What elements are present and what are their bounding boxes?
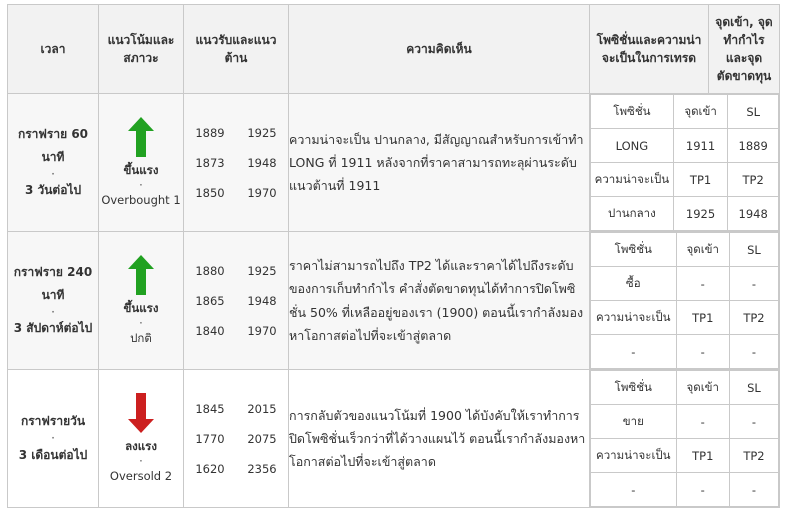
probability-header: ความน่าจะเป็น: [591, 439, 677, 473]
trend-label: ขึ้นแรง: [123, 301, 159, 316]
position-header: โพซิชั่น: [591, 371, 677, 405]
probability-value: -: [591, 335, 677, 369]
trade-detail-row: [591, 233, 779, 267]
trend-condition: Oversold 2: [109, 469, 173, 484]
entry-value: 1911: [673, 129, 728, 163]
header-row: [8, 5, 780, 94]
trade-details-table: [590, 370, 779, 507]
trade-detail-row: [591, 163, 779, 197]
tp1-value: -: [676, 335, 729, 369]
support-level: 1880: [195, 263, 225, 278]
levels-table: [184, 118, 288, 208]
arrow-up-icon: [128, 117, 154, 157]
resistance-level: 1925: [247, 263, 277, 278]
timeframe-line-2: 3 เดือนต่อไป: [18, 447, 88, 462]
timeframe-line-1: กราฟราย: [17, 126, 68, 141]
support-level: 1865: [195, 293, 225, 308]
column-header-time: เวลา: [8, 5, 99, 94]
trade-details-table: [590, 94, 779, 231]
position-header: โพซิชั่น: [591, 233, 677, 267]
resistance-level: 2356: [247, 461, 277, 476]
support-level: 1850: [195, 185, 225, 200]
probability-header: ความน่าจะเป็น: [591, 163, 674, 197]
position-value: ขาย: [591, 405, 677, 439]
levels-table: [184, 394, 288, 484]
tp2-value: -: [729, 473, 778, 507]
resistance-level: 1948: [247, 155, 277, 170]
separator-dot: ·: [139, 177, 143, 192]
trade-detail-row: [591, 439, 779, 473]
cell-trade-details: [590, 370, 780, 508]
separator-dot: ·: [139, 315, 143, 330]
entry-header: จุดเข้า: [676, 371, 729, 405]
probability-value: ปานกลาง: [591, 197, 674, 231]
arrow-up-icon: [128, 255, 154, 295]
separator-dot: ·: [139, 453, 143, 468]
levels-row: [184, 256, 288, 286]
cell-comment: ราคาไม่สามารถไปถึง TP2 ได้และราคาได้ไปถึงระดับของการเก็บทำกำไร คำสั่งตัดขาดทุนได้ทำการปิดโพซิชั่น 50% ที่เหลืออยู่ของเรา (1900) ตอนนี้เรากำลังมองหาโอกาสต่อไปที่จะเข้าสู่ตลาด: [289, 232, 590, 370]
sl-header: SL: [729, 233, 778, 267]
levels-row: [184, 178, 288, 208]
timeframe-line-1: กราฟรายวัน: [20, 414, 86, 429]
levels-table: [184, 256, 288, 346]
levels-row: [184, 424, 288, 454]
levels-row: [184, 316, 288, 346]
cell-comment: การกลับตัวของแนวโน้มที่ 1900 ได้บังคับให้เราทำการปิดโพซิชั่นเร็วกว่าที่ได้วางแผนไว้ ตอนนี้เรากำลังมองหาโอกาสต่อไปที่จะเข้าสู่ตลาด: [289, 370, 590, 508]
table-row: [8, 94, 780, 232]
levels-row: [184, 148, 288, 178]
resistance-level: 2075: [247, 431, 277, 446]
trade-detail-row: [591, 267, 779, 301]
table-row: [8, 370, 780, 508]
support-level: 1889: [195, 125, 225, 140]
timeframe-line-1: กราฟราย: [13, 264, 63, 279]
trade-detail-row: [591, 301, 779, 335]
trade-detail-row: [591, 371, 779, 405]
cell-timeframe: [8, 370, 99, 508]
trend-label: ลงแรง: [125, 439, 157, 454]
cell-timeframe: [8, 94, 99, 232]
column-header-support-resistance: แนวรับและแนวต้าน: [184, 5, 289, 94]
position-header: โพซิชั่น: [591, 95, 674, 129]
tp1-header: TP1: [676, 301, 729, 335]
resistance-level: 1925: [247, 125, 277, 140]
levels-row: [184, 286, 288, 316]
column-header-comment: ความคิดเห็น: [289, 5, 590, 94]
support-level: 1845: [195, 401, 225, 416]
tp1-value: -: [676, 473, 729, 507]
trade-detail-row: [591, 405, 779, 439]
trend-label: ขึ้นแรง: [123, 163, 159, 178]
table-header: [8, 5, 780, 94]
trade-detail-row: [591, 197, 779, 231]
tp1-header: TP1: [673, 163, 728, 197]
timeframe-line-2: 60 นาที: [41, 126, 89, 164]
timeframe-line-3: 3 วันต่อไป: [24, 183, 82, 198]
tp1-value: 1925: [673, 197, 728, 231]
market-analysis-table: [7, 4, 780, 508]
entry-header: จุดเข้า: [676, 233, 729, 267]
resistance-level: 1948: [247, 293, 277, 308]
entry-header: จุดเข้า: [673, 95, 728, 129]
trend-condition: Overbought 1: [101, 193, 181, 208]
column-header-position: โพซิชั่นและความน่าจะเป็นในการเทรด: [590, 5, 709, 94]
levels-row: [184, 394, 288, 424]
trend-condition: ปกติ: [130, 331, 152, 346]
cell-support-resistance: [184, 370, 289, 508]
support-level: 1770: [195, 431, 225, 446]
table-row: [8, 232, 780, 370]
resistance-level: 2015: [247, 401, 277, 416]
position-value: ซื้อ: [591, 267, 677, 301]
cell-trade-details: [590, 94, 780, 232]
cell-support-resistance: [184, 232, 289, 370]
support-level: 1840: [195, 323, 225, 338]
entry-value: -: [676, 267, 729, 301]
tp1-header: TP1: [676, 439, 729, 473]
resistance-level: 1970: [247, 323, 277, 338]
column-header-trend: แนวโน้มและสภาวะ: [99, 5, 184, 94]
resistance-level: 1970: [247, 185, 277, 200]
separator-dot: ·: [51, 431, 55, 446]
cell-timeframe: [8, 232, 99, 370]
tp2-header: TP2: [729, 301, 778, 335]
support-level: 1620: [195, 461, 225, 476]
tp2-value: 1948: [728, 197, 779, 231]
support-level: 1873: [195, 155, 225, 170]
sl-header: SL: [729, 371, 778, 405]
sl-header: SL: [728, 95, 779, 129]
cell-trend: [99, 94, 184, 232]
cell-trend: [99, 370, 184, 508]
levels-row: [184, 118, 288, 148]
trade-details-table: [590, 232, 779, 369]
tp2-header: TP2: [729, 439, 778, 473]
separator-dot: ·: [51, 304, 55, 319]
levels-row: [184, 454, 288, 484]
trade-detail-row: [591, 473, 779, 507]
position-value: LONG: [591, 129, 674, 163]
separator-dot: ·: [51, 166, 55, 181]
sl-value: 1889: [728, 129, 779, 163]
trade-detail-row: [591, 95, 779, 129]
timeframe-line-3: 3 สัปดาห์ต่อไป: [13, 321, 93, 336]
entry-value: -: [676, 405, 729, 439]
probability-header: ความน่าจะเป็น: [591, 301, 677, 335]
cell-trend: [99, 232, 184, 370]
trade-detail-row: [591, 335, 779, 369]
trade-detail-row: [591, 129, 779, 163]
cell-support-resistance: [184, 94, 289, 232]
tp2-header: TP2: [728, 163, 779, 197]
timeframe-line-2: 240 นาที: [41, 264, 93, 302]
table-body: [8, 94, 780, 508]
arrow-down-icon: [128, 393, 154, 433]
tp2-value: -: [729, 335, 778, 369]
cell-comment: ความน่าจะเป็น ปานกลาง, มีสัญญาณสำหรับการเข้าทำ LONG ที่ 1911 หลังจากที่ราคาสามารถทะลุผ่านระดับแนวต้านที่ 1911: [289, 94, 590, 232]
cell-trade-details: [590, 232, 780, 370]
sl-value: -: [729, 405, 778, 439]
probability-value: -: [591, 473, 677, 507]
column-header-entry-tp-sl: จุดเข้า, จุดทำกำไรและจุดตัดขาดทุน: [709, 5, 780, 94]
sl-value: -: [729, 267, 778, 301]
